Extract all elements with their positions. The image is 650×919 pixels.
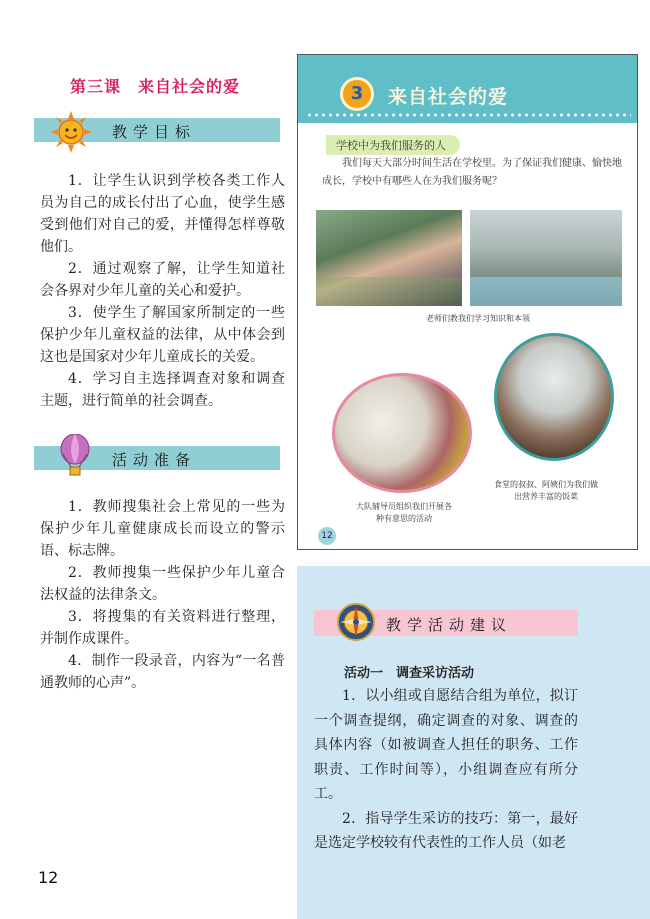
caption-left: 大队辅导员组织我们开展各种有意思的活动	[356, 502, 452, 523]
balloon-icon	[58, 434, 92, 480]
page-number: 12	[38, 868, 59, 887]
textbook-title: 来自社会的爱	[388, 86, 509, 108]
textbook-page-number: 12	[318, 527, 336, 545]
caption-top: 老师们教我们学习知识和本领	[426, 314, 530, 323]
compass-icon	[336, 602, 376, 642]
suggestions-title: 教学活动建议	[386, 616, 513, 634]
photo-teacher-with-students	[316, 210, 462, 306]
photo-counselor-activity	[332, 373, 472, 493]
dotted-divider	[306, 113, 631, 117]
caption-right: 食堂的叔叔、阿姨们为我们做出营养丰富的饭菜	[494, 480, 598, 501]
photo-schoolyard	[470, 210, 622, 306]
goal-item: 4．学习自主选择调查对象和调查主题，进行简单的社会调查。	[40, 371, 285, 409]
photo-canteen-staff	[494, 333, 614, 461]
prep-item: 3．将搜集的有关资料进行整理，并制作成课件。	[40, 609, 285, 647]
textbook-intro-text: 我们每天大部分时间生活在学校里。为了保证我们健康、愉快地成长，学校中有哪些人在为我们服务呢？	[322, 158, 622, 187]
prep-item: 4．制作一段录音，内容为“一名普通教师的心声”。	[40, 653, 285, 691]
goal-item: 2．通过观察了解，让学生知道社会各界对少年儿童的关心和爱护。	[40, 261, 285, 299]
textbook-subtitle: 学校中为我们服务的人	[326, 135, 460, 155]
sun-icon	[50, 111, 92, 153]
goals-section-title: 教学目标	[112, 123, 197, 141]
goals-list	[40, 170, 285, 412]
goal-item: 3．使学生了解国家所制定的一些保护少年儿童权益的法律，从中体会到这也是国家对少年儿童成长的关爱。	[40, 305, 285, 365]
activity-text	[314, 684, 578, 856]
textbook-intro	[322, 155, 622, 191]
textbook-page	[297, 54, 638, 550]
lesson-number-badge: 3	[340, 77, 374, 111]
goal-item: 1．让学生认识到学校各类工作人员为自己的成长付出了心血，使学生感受到他们对自己的爱，并懂得怎样尊敬他们。	[40, 173, 285, 255]
prep-item: 2．教师搜集一些保护少年儿童合法权益的法律条文。	[40, 565, 285, 603]
textbook-header	[298, 55, 638, 123]
lesson-title: 第三课 来自社会的爱	[70, 77, 241, 96]
prep-section-title: 活动准备	[112, 451, 197, 469]
prep-item: 1．教师搜集社会上常见的一些为保护少年儿童健康成长而设立的警示语、标志牌。	[40, 499, 285, 559]
prep-list	[40, 496, 285, 694]
activity-paragraph: 2．指导学生采访的技巧：第一，最好是选定学校较有代表性的工作人员（如老	[314, 810, 578, 851]
activity-paragraph: 1．以小组或自愿结合组为单位，拟订一个调查提纲，确定调查的对象、调查的具体内容（如被调查人担任的职务、工作职责、工作时间等），小组调查应有所分工。	[314, 688, 578, 802]
activity-heading: 活动一 调查采访活动	[344, 666, 475, 681]
